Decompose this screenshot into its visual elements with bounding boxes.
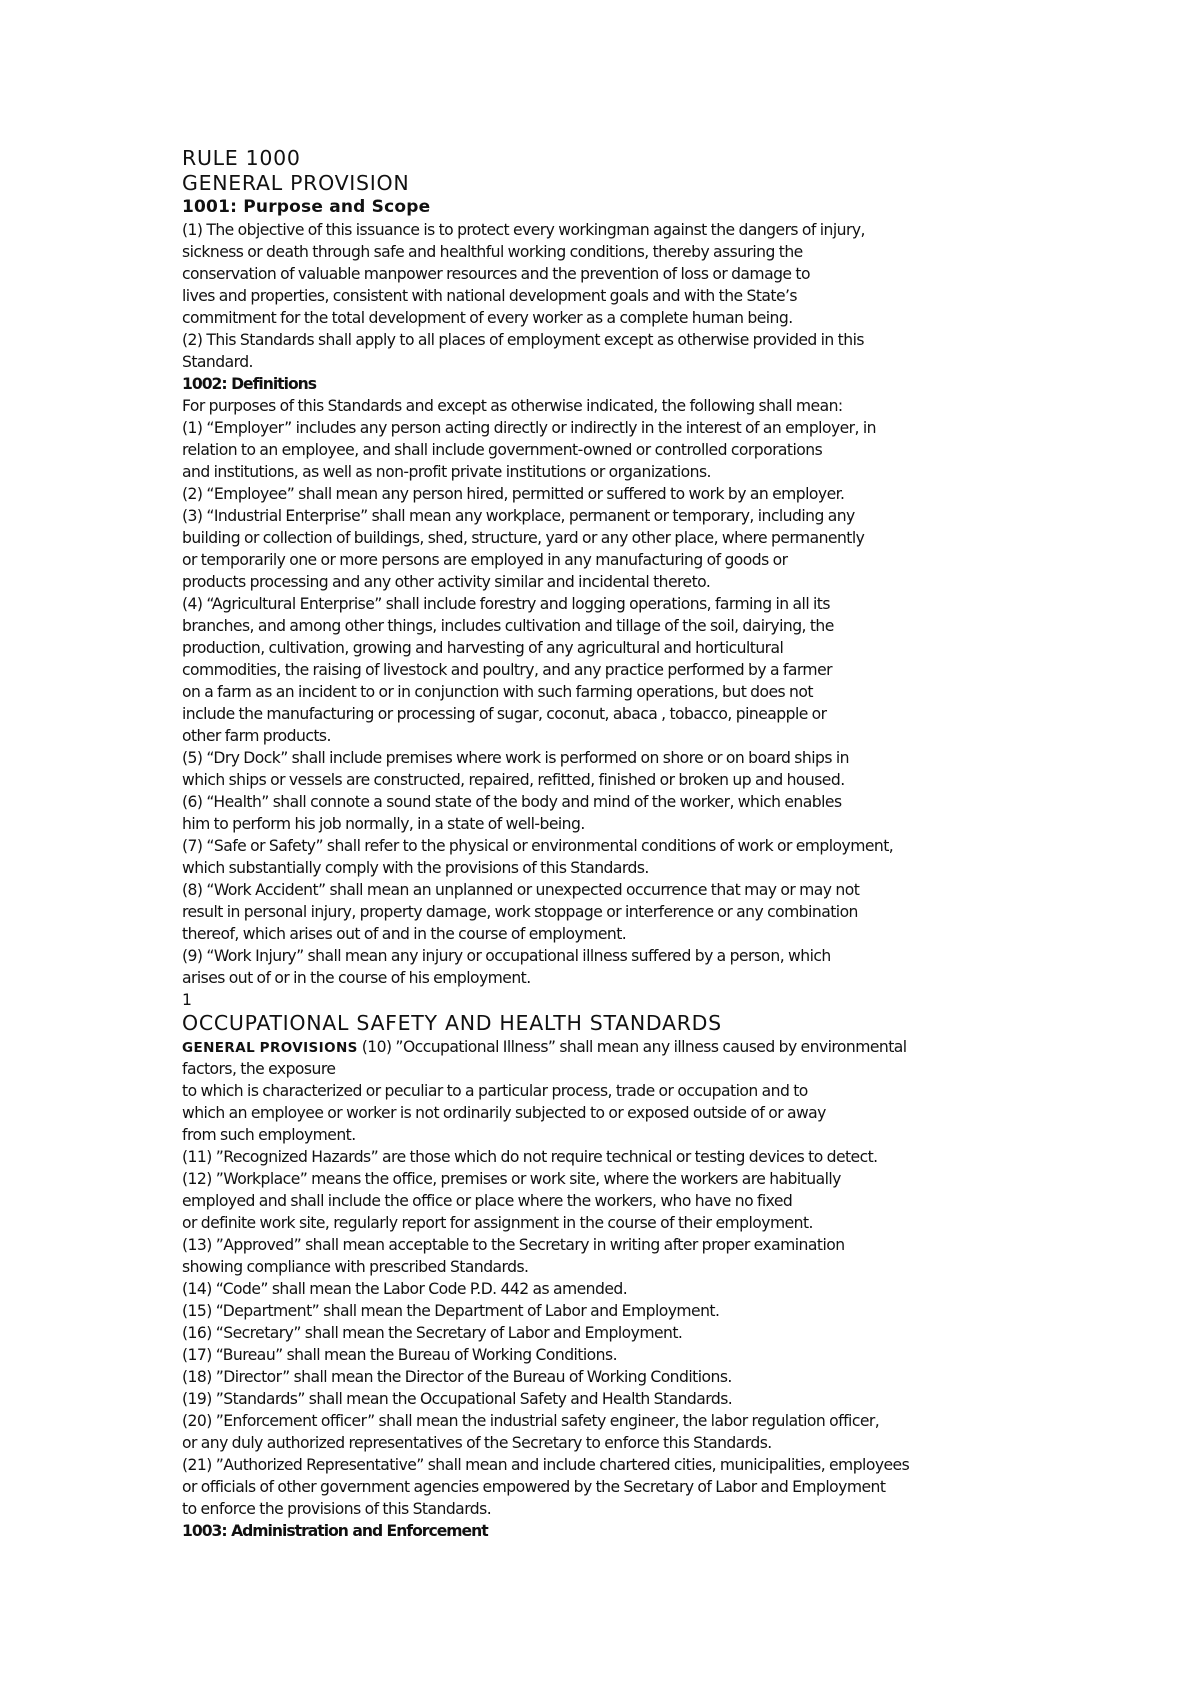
text-line: (21) ”Authorized Representative” shall mean and include chartered cities, municipalities, employees <box>182 1456 910 1474</box>
text-line: (11) ”Recognized Hazards” are those which do not require technical or testing devices to detect. <box>182 1148 878 1166</box>
text-line: (5) “Dry Dock” shall include premises where work is performed on shore or on board ships in <box>182 749 849 767</box>
text-line: (4) “Agricultural Enterprise” shall include forestry and logging operations, farming in all its <box>182 595 830 613</box>
text-line: (8) “Work Accident” shall mean an unplanned or unexpected occurrence that may or may not <box>182 881 860 899</box>
text-line: and institutions, as well as non-profit private institutions or organizations. <box>182 463 711 481</box>
definitions-continued <box>182 1058 1182 1520</box>
text-line: to enforce the provisions of this Standards. <box>182 1500 492 1518</box>
general-provisions-line <box>182 1036 1182 1058</box>
document-page <box>182 146 1182 1542</box>
text-line: factors, the exposure <box>182 1060 336 1078</box>
text-line: (1) The objective of this issuance is to protect every workingman against the dangers of injury, <box>182 221 865 239</box>
text-line: (3) “Industrial Enterprise” shall mean any workplace, permanent or temporary, including any <box>182 507 855 525</box>
text-line: include the manufacturing or processing of sugar, coconut, abaca , tobacco, pineapple or <box>182 705 827 723</box>
text-line: production, cultivation, growing and harvesting of any agricultural and horticultural <box>182 639 784 657</box>
text-line: arises out of or in the course of his employment. <box>182 969 531 987</box>
running-header: OCCUPATIONAL SAFETY AND HEALTH STANDARDS <box>182 1011 722 1035</box>
section-body-1002 <box>182 395 1182 1011</box>
general-provisions-label: GENERAL PROVISIONS <box>182 1040 358 1056</box>
text-line: (9) “Work Injury” shall mean any injury or occupational illness suffered by a person, which <box>182 947 831 965</box>
text-line: Standard. <box>182 353 253 371</box>
rule-title: RULE 1000 <box>182 146 301 170</box>
section-heading-1003: 1003: Administration and Enforcement <box>182 1522 488 1540</box>
text-line: (2) This Standards shall apply to all places of employment except as otherwise provided in this <box>182 331 864 349</box>
text-line: (1) “Employer” includes any person acting directly or indirectly in the interest of an employer, in <box>182 419 876 437</box>
rule-subtitle: GENERAL PROVISION <box>182 171 410 195</box>
text-line: or any duly authorized representatives of the Secretary to enforce this Standards. <box>182 1434 772 1452</box>
text-line: other farm products. <box>182 727 331 745</box>
text-line: branches, and among other things, includes cultivation and tillage of the soil, dairying, the <box>182 617 834 635</box>
text-line: (14) “Code” shall mean the Labor Code P.D. 442 as amended. <box>182 1280 628 1298</box>
text-line: thereof, which arises out of and in the course of employment. <box>182 925 627 943</box>
text-line: to which is characterized or peculiar to a particular process, trade or occupation and to <box>182 1082 808 1100</box>
text-line: sickness or death through safe and healthful working conditions, thereby assuring the <box>182 243 803 261</box>
text-line: For purposes of this Standards and except as otherwise indicated, the following shall mean: <box>182 397 843 415</box>
text-line: lives and properties, consistent with national development goals and with the State’s <box>182 287 798 305</box>
text-line: products processing and any other activity similar and incidental thereto. <box>182 573 711 591</box>
text-line: which an employee or worker is not ordinarily subjected to or exposed outside of or away <box>182 1104 826 1122</box>
text-line: (18) ”Director” shall mean the Director of the Bureau of Working Conditions. <box>182 1368 732 1386</box>
text-line: or definite work site, regularly report for assignment in the course of their employment. <box>182 1214 813 1232</box>
section-heading-1002: 1002: Definitions <box>182 375 317 393</box>
text-line: (13) ”Approved” shall mean acceptable to the Secretary in writing after proper examination <box>182 1236 845 1254</box>
text-line: or officials of other government agencies empowered by the Secretary of Labor and Employment <box>182 1478 886 1496</box>
text-line: which substantially comply with the provisions of this Standards. <box>182 859 649 877</box>
section-heading-1001: 1001: Purpose and Scope <box>182 197 431 217</box>
general-provisions-text: (10) ”Occupational Illness” shall mean any illness caused by environmental <box>357 1038 907 1056</box>
text-line: him to perform his job normally, in a state of well-being. <box>182 815 585 833</box>
text-line: (15) “Department” shall mean the Department of Labor and Employment. <box>182 1302 720 1320</box>
text-line: (6) “Health” shall connote a sound state of the body and mind of the worker, which enables <box>182 793 842 811</box>
text-line: (17) “Bureau” shall mean the Bureau of Working Conditions. <box>182 1346 617 1364</box>
text-line: (16) “Secretary” shall mean the Secretary of Labor and Employment. <box>182 1324 683 1342</box>
text-line: (7) “Safe or Safety” shall refer to the physical or environmental conditions of work or employment, <box>182 837 894 855</box>
text-line: showing compliance with prescribed Standards. <box>182 1258 529 1276</box>
text-line: or temporarily one or more persons are employed in any manufacturing of goods or <box>182 551 788 569</box>
text-line: employed and shall include the office or place where the workers, who have no fixed <box>182 1192 793 1210</box>
text-line: (20) ”Enforcement officer” shall mean the industrial safety engineer, the labor regulation officer, <box>182 1412 880 1430</box>
text-line: from such employment. <box>182 1126 356 1144</box>
text-line: on a farm as an incident to or in conjunction with such farming operations, but does not <box>182 683 813 701</box>
text-line: 1 <box>182 991 192 1009</box>
text-line: building or collection of buildings, shed, structure, yard or any other place, where permanently <box>182 529 865 547</box>
text-line: (19) ”Standards” shall mean the Occupational Safety and Health Standards. <box>182 1390 733 1408</box>
text-line: commodities, the raising of livestock and poultry, and any practice performed by a farmer <box>182 661 832 679</box>
text-line: which ships or vessels are constructed, repaired, refitted, finished or broken up and housed. <box>182 771 845 789</box>
text-line: conservation of valuable manpower resources and the prevention of loss or damage to <box>182 265 810 283</box>
text-line: (12) ”Workplace” means the office, premises or work site, where the workers are habitually <box>182 1170 841 1188</box>
text-line: commitment for the total development of every worker as a complete human being. <box>182 309 793 327</box>
text-line: relation to an employee, and shall include government-owned or controlled corporations <box>182 441 823 459</box>
text-line: result in personal injury, property damage, work stoppage or interference or any combination <box>182 903 858 921</box>
text-line: (2) “Employee” shall mean any person hired, permitted or suffered to work by an employer. <box>182 485 845 503</box>
section-body-1001 <box>182 219 1182 373</box>
